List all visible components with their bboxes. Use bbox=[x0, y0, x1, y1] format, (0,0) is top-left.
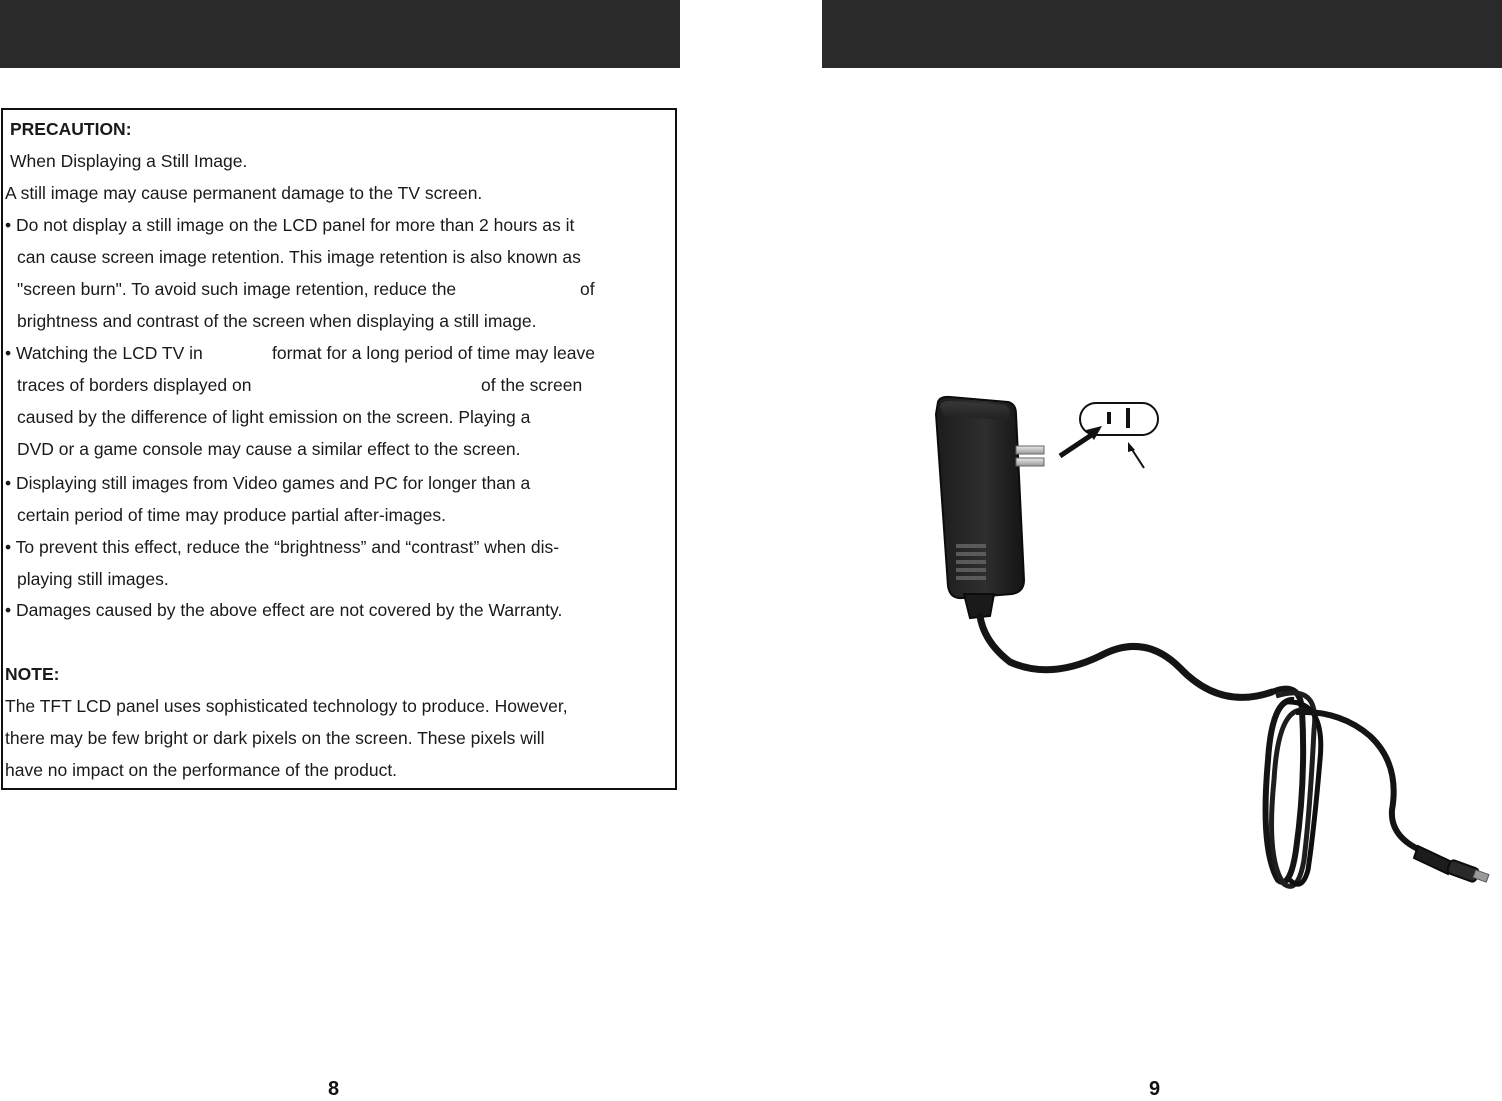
bullet-line-fragment: of bbox=[580, 279, 595, 299]
bullet-line: brightness and contrast of the screen when displaying a still image. bbox=[17, 311, 537, 331]
ac-power-adapter-icon bbox=[900, 380, 1500, 900]
bullet-line-fragment: of the screen bbox=[481, 375, 583, 395]
bullet-line: can cause screen image retention. This image retention is also known as bbox=[17, 247, 581, 267]
intro-line: A still image may cause permanent damage to the TV screen. bbox=[5, 183, 483, 203]
bullet-line: "screen burn". To avoid such image retention, reduce the bbox=[17, 279, 457, 299]
note-line: there may be few bright or dark pixels on the screen. These pixels will bbox=[5, 728, 545, 748]
bullet-line: • Watching the LCD TV in bbox=[5, 343, 203, 363]
bullet-line: certain period of time may produce partial after-images. bbox=[17, 505, 446, 525]
bullet-line: caused by the difference of light emission on the screen. Playing a bbox=[17, 407, 531, 427]
note-heading: NOTE: bbox=[5, 664, 60, 684]
note-line: have no impact on the performance of the product. bbox=[5, 760, 398, 780]
note-line: The TFT LCD panel uses sophisticated technology to produce. However, bbox=[5, 696, 568, 716]
bullet-line: playing still images. bbox=[17, 569, 169, 589]
page-number: 9 bbox=[1149, 1078, 1161, 1100]
precaution-heading: PRECAUTION: bbox=[10, 119, 132, 139]
still-image-subheading: When Displaying a Still Image. bbox=[10, 151, 248, 171]
right-page-header-bar bbox=[822, 0, 1502, 68]
bullet-line: traces of borders displayed on bbox=[17, 375, 252, 395]
bullet-line: • Damages caused by the above effect are not covered by the Warranty. bbox=[5, 600, 563, 620]
left-page-header-bar bbox=[0, 0, 680, 68]
bullet-line: • Do not display a still image on the LCD panel for more than 2 hours as it bbox=[5, 215, 575, 235]
bullet-line: DVD or a game console may cause a similar effect to the screen. bbox=[17, 439, 521, 459]
bullet-line: • To prevent this effect, reduce the “brightness” and “contrast” when dis- bbox=[5, 537, 560, 557]
bullet-line: • Displaying still images from Video games and PC for longer than a bbox=[5, 473, 531, 493]
bullet-line-fragment: format for a long period of time may leave bbox=[272, 343, 595, 363]
page-number: 8 bbox=[328, 1078, 340, 1100]
